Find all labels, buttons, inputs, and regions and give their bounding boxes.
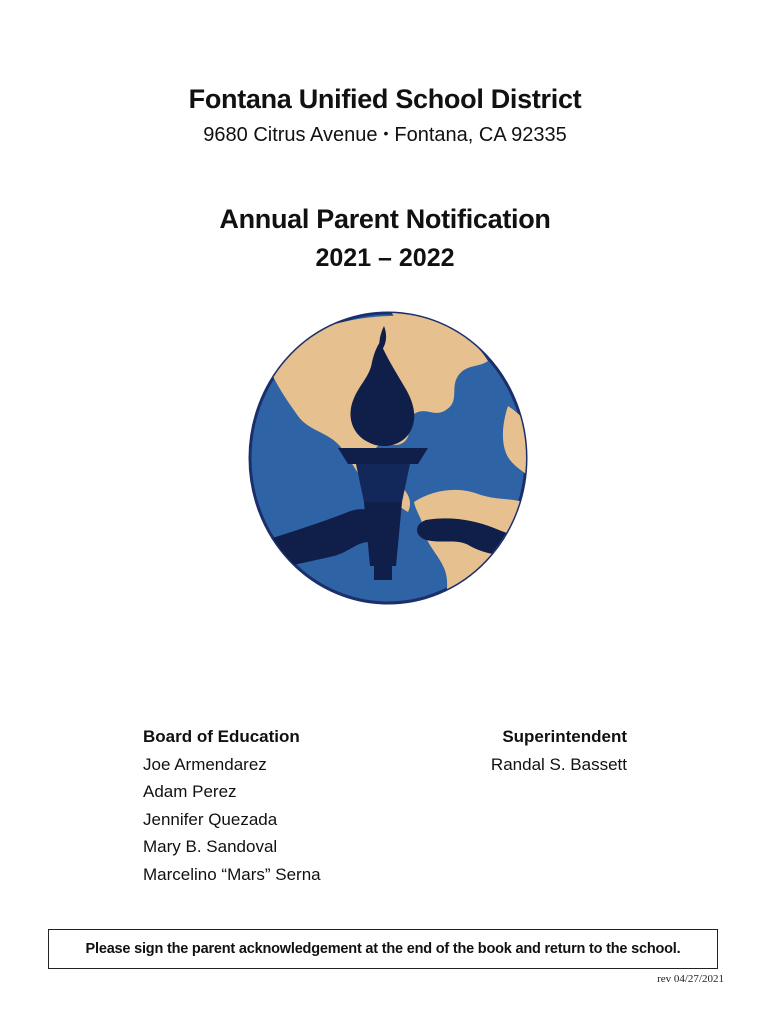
- board-member: Joe Armendarez: [143, 754, 267, 774]
- torch-cup: [338, 448, 428, 464]
- address-bullet: •: [383, 125, 389, 141]
- district-address: [0, 124, 770, 147]
- torch-base: [374, 566, 392, 580]
- board-member: Mary B. Sandoval: [143, 837, 278, 856]
- acknowledgement-notice: Please sign the parent acknowledgement at the end of the book and return to the school.: [48, 929, 718, 969]
- board-member: Adam Perez: [143, 782, 237, 801]
- superintendent-heading: Superintendent: [502, 727, 627, 746]
- torch-handle: [356, 464, 410, 502]
- district-name: Fontana Unified School District: [188, 84, 582, 114]
- document-year: 2021 – 2022: [315, 244, 455, 272]
- globe-torch-logo-icon: [238, 306, 538, 610]
- document-title: Annual Parent Notification: [219, 204, 551, 234]
- board-member: Jennifer Quezada: [143, 809, 278, 829]
- address-street: 9680 Citrus Avenue: [203, 124, 378, 146]
- board-of-education: [143, 723, 321, 888]
- address-city: Fontana, CA 92335: [394, 124, 567, 146]
- board-heading: Board of Education: [143, 727, 300, 746]
- revision-date: rev 04/27/2021: [657, 973, 724, 985]
- superintendent-name: Randal S. Bassett: [490, 754, 627, 774]
- board-member: Marcelino “Mars” Serna: [143, 864, 321, 884]
- superintendent-block: [487, 723, 627, 778]
